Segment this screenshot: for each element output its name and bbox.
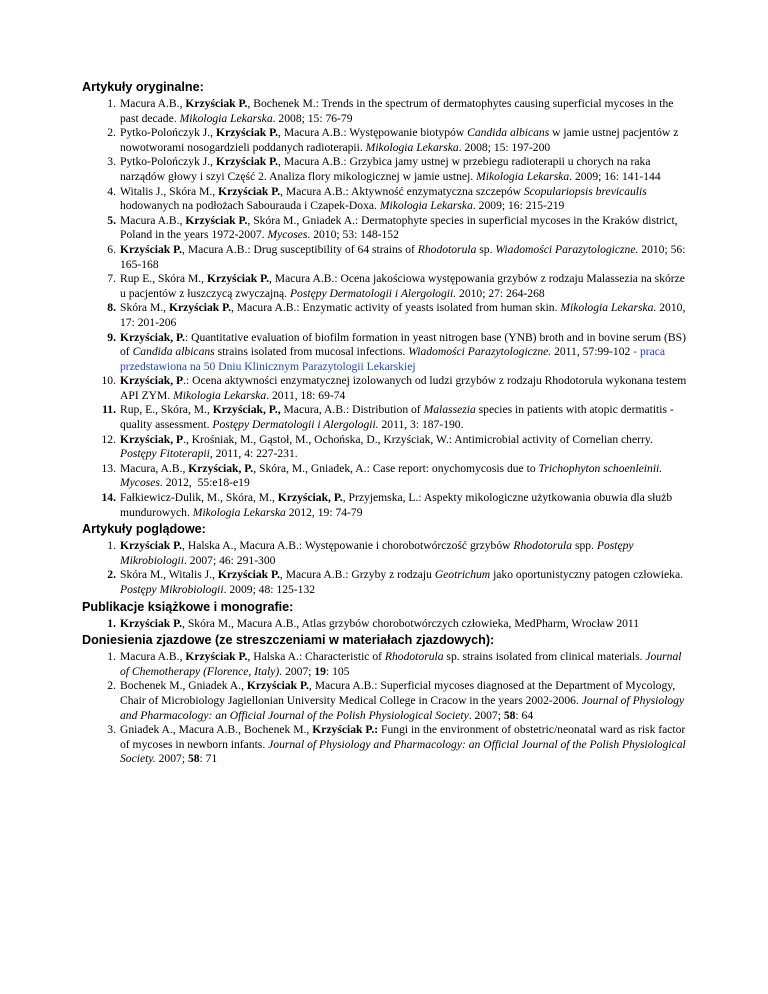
entry-text: Journal of Physiology and Pharmacology: an Official Journal of the Polish Physiological Society. <box>120 737 689 766</box>
entry-text: Journal of Chemotherapy (Florence, Italy) <box>120 650 685 678</box>
publication-entry <box>82 568 692 597</box>
entry-text: Pytko-Polończyk J., <box>120 126 216 140</box>
entry-number: 12. <box>101 432 116 446</box>
entry-number: 13. <box>101 461 116 475</box>
entry-text: Krzyściak P. <box>120 242 183 256</box>
entry-text: Mikologia Lekarska <box>179 111 273 125</box>
entry-text: Krzyściak P. <box>185 213 248 227</box>
entry-text: Krzyściak P. <box>120 616 183 630</box>
entry-text: 2012, 19: 74-79 <box>285 505 363 519</box>
entry-text: , Skóra, M., Gniadek, A.: Case report: onychomycosis due to <box>253 461 539 475</box>
entry-text: Krzyściak P. <box>185 650 248 664</box>
entry-text: Mikologia Lekarska <box>173 388 267 402</box>
entry-text: Rup E., Skóra M., <box>120 272 207 286</box>
entry-text: Postępy Mikrobiologii <box>120 583 224 596</box>
entry-text: : 105 <box>325 664 350 678</box>
entry-text: sp. <box>476 242 496 256</box>
entry-text: Pytko-Polończyk J., <box>120 155 216 169</box>
entry-text: Skóra M., <box>120 301 169 315</box>
entry-text: Rhodotorula <box>513 539 573 553</box>
section-heading: Artykuły poglądowe: <box>82 522 206 537</box>
entry-text: Geotrichum <box>434 568 491 582</box>
entry-number: 1. <box>107 539 116 553</box>
entry-text: Rhodotorula <box>384 650 444 664</box>
entry-text: 58 <box>503 708 516 722</box>
entry-text: : 64 <box>515 708 534 722</box>
section-heading: Publikacje książkowe i monografie: <box>82 599 294 614</box>
entry-text: Krzyściak, P. <box>120 330 185 344</box>
entry-text: . 2008; 15: 76-79 <box>272 111 353 125</box>
entry-text: Mikologia Lekarska <box>379 199 473 213</box>
entry-number: 1. <box>107 616 116 630</box>
publication-entry <box>82 433 692 462</box>
publication-list <box>82 80 692 769</box>
entry-text: , Macura A.B.: Aktywność enzymatyczna szczepów <box>280 184 524 198</box>
entry-text: jako oportunistyczny patogen człowieka. <box>490 568 686 582</box>
entry-text: Wiadomości Parazytologiczne. <box>408 345 552 359</box>
entry-text: Krzyściak P. <box>168 301 231 315</box>
publication-entry <box>82 462 692 491</box>
entry-text: Postępy Dermatologii i Alergologii. <box>212 418 379 432</box>
entry-text: . 2012, 55:e18-e19 <box>159 476 250 490</box>
entry-text: , Skóra M., Gniadek A.: Dermatophyte species in superficial mycoses in the Kraków district, Poland in the years 1972-2007. <box>120 213 681 242</box>
entry-text: 2010; 27: 264-268 <box>456 286 545 300</box>
publication-entry <box>82 301 692 330</box>
entry-text: Bochenek M., Gniadek A., <box>120 679 247 693</box>
publication-entry <box>82 650 692 679</box>
entry-text: Krzyściak P.: <box>312 723 379 737</box>
entry-text: w jamie ustnej pacjentów z nowotworami nosogardzieli poddanych radioterapii. <box>120 126 682 154</box>
entry-text: , Macura A.B.: Grzyby z rodzaju <box>279 568 435 582</box>
entry-text: Malassezia <box>423 403 476 417</box>
publication-entry <box>82 331 692 375</box>
entry-text: . 2009; 16: 215-219 <box>472 199 565 213</box>
entry-text: . 2010; 53: 148-152 <box>307 228 399 242</box>
entry-text: Krzyściak P. <box>120 539 183 553</box>
entry-text: , Przyjemska, L.: Aspekty mikologiczne użytkowania obuwia dla służb mundurowych. <box>120 491 676 519</box>
publication-entry <box>82 243 692 272</box>
entry-text: hodowanych na podłożach Sabourauda i Czapek-Doxa. <box>120 184 650 213</box>
entry-text: Postępy Dermatologii i Alergologii. <box>289 286 457 300</box>
entry-text: Macura A.B., <box>120 650 186 664</box>
entry-list <box>82 617 692 632</box>
entry-text: Krzyściak P. <box>185 97 248 110</box>
entry-text: . 2008; 15: 197-200 <box>458 140 551 154</box>
entry-text: Mycoses <box>267 228 308 242</box>
entry-text: sp. strains isolated from clinical materials. <box>443 650 646 664</box>
entry-number: 11. <box>102 403 116 417</box>
entry-text: Krzyściak, P., <box>212 403 281 417</box>
publication-entry <box>82 679 692 723</box>
entry-text: Trichophyton schoenleinii. Mycoses <box>120 461 666 490</box>
entry-text: : Quantitative evaluation of biofilm formation in yeast nitrogen base (YNB) broth and in bovine serum (BS) of <box>120 330 689 359</box>
entry-text: Fałkiewicz-Dulik, M., Skóra, M., <box>120 491 278 505</box>
entry-number: 10. <box>101 374 116 388</box>
entry-text: Krzyściak P. <box>215 155 279 169</box>
entry-text: 2010, 17: 201-206 <box>120 301 689 329</box>
entry-number: 6. <box>107 242 116 256</box>
entry-text: . 2007; 46: 291-300 <box>183 553 276 567</box>
entry-text: , Macura A.B.: Ocena jakościowa występowania grzybów z rodzaju Malassezia na skórze u pacjentów z łuszczycą zwyczajną. <box>120 272 688 300</box>
entry-text: 19 <box>314 664 326 678</box>
entry-text: species in patients with atopic dermatitis - quality assessment. <box>120 403 677 432</box>
entry-text: 2011, 3: 187-190. <box>378 418 464 432</box>
section-heading: Doniesienia zjazdowe (ze streszczeniami w materiałach zjazdowych): <box>82 633 495 648</box>
entry-text: Candida albicans <box>132 345 215 359</box>
entry-text: , Halska A., Macura A.B.: Występowanie i chorobotwórczość grzybów <box>182 539 514 553</box>
publication-entry <box>82 126 692 155</box>
entry-text: , Macura A.B.: Superficial mycoses diagnosed at the Department of Mycology, Chair of Microbiology Jagiellonian University Medical College in Cracow in the years 2002-2006. <box>120 679 679 707</box>
entry-text: Krzyściak P. <box>217 568 280 582</box>
entry-text: Krzyściak, P <box>120 374 184 388</box>
entry-text: : 71 <box>199 752 218 766</box>
entry-text: Rup, E., Skóra, M., <box>120 403 213 417</box>
entry-text: , Halska A.: Characteristic of <box>247 650 385 664</box>
entry-text: 2011, 57:99-102 <box>551 345 634 359</box>
entry-text: . 2007; <box>468 708 504 722</box>
entry-number: 5. <box>107 213 116 227</box>
entry-text: Krzyściak P. <box>215 126 279 140</box>
publication-entry <box>82 617 692 632</box>
entry-number: 1. <box>107 97 116 110</box>
entry-text: Macura, A.B.: Distribution of <box>280 403 424 417</box>
entry-list <box>82 650 692 767</box>
entry-text: , Macura A.B.: Drug susceptibility of 64 strains of <box>182 242 418 256</box>
publication-entry <box>82 723 692 767</box>
entry-number: 4. <box>107 184 116 198</box>
entry-text: , Macura A.B.: Grzybica jamy ustnej w przebiegu radioterapii u chorych na raka narządów głowy i szyi Część 2. Analiza flory mikologicznej w jamie ustnej. <box>120 155 654 183</box>
publication-entry <box>82 97 692 126</box>
entry-text: , Macura A.B.: Występowanie biotypów <box>278 126 468 140</box>
publication-entry <box>82 491 692 520</box>
entry-text: Krzyściak, P <box>120 432 184 446</box>
entry-text: 2007; <box>155 752 188 766</box>
publication-entry <box>82 539 692 568</box>
entry-text: 58 <box>187 752 200 766</box>
entry-list <box>82 97 692 520</box>
entry-number: 2. <box>107 679 116 693</box>
entry-text: ., Krośniak, M., Gąstoł, M., Ochońska, D., Krzyściak, W.: Antimicrobial activity of Cornelian cherry. <box>183 432 656 446</box>
entry-text: . 2007; <box>279 664 315 678</box>
entry-text: . 2009; 16: 141-144 <box>569 169 661 183</box>
entry-text: Macura, A.B., <box>120 461 189 475</box>
entry-number: 2. <box>107 126 116 140</box>
entry-text: Macura A.B., <box>120 97 186 110</box>
entry-number: 3. <box>107 155 116 169</box>
entry-text: Krzyściak P. <box>206 272 269 286</box>
entry-list <box>82 539 692 597</box>
section-heading: Artykuły oryginalne: <box>82 80 204 94</box>
entry-text: , Bochenek M.: Trends in the spectrum of dermatophytes causing superficial mycoses in the past decade. <box>120 97 677 125</box>
entry-text: Mikologia Lekarska. <box>560 301 657 315</box>
entry-number: 3. <box>107 723 116 737</box>
entry-text: . 2009; 48: 125-132 <box>223 583 316 596</box>
entry-text: strains isolated from mucosal infections. <box>214 345 409 359</box>
entry-text: Krzyściak, P. <box>277 491 343 505</box>
publication-entry <box>82 214 692 243</box>
entry-text: , 2011, 4: 227-231. <box>209 447 298 461</box>
entry-text: Wiadomości Parazytologiczne. <box>495 242 639 256</box>
entry-text: , Skóra M., Macura A.B., Atlas grzybów chorobotwórczych człowieka, MedPharm, Wrocław 2011 <box>182 616 640 630</box>
entry-number: 9. <box>107 330 116 344</box>
entry-note: - praca przedstawiona na 50 Dniu Klinicznym Parazytologii Lekarskiej <box>120 345 668 373</box>
entry-text: Macura A.B., <box>120 213 186 227</box>
entry-text: , Macura A.B.: Enzymatic activity of yeasts isolated from human skin. <box>231 301 561 315</box>
entry-text: Skóra M., Witalis J., <box>120 568 218 582</box>
entry-text: Candida albicans <box>467 126 550 140</box>
entry-text: Mikologia Lekarska <box>365 140 459 154</box>
publication-entry <box>82 374 692 403</box>
entry-text: Scopulariopsis brevicaulis <box>523 184 647 198</box>
publication-entry <box>82 155 692 184</box>
entry-text: Krzyściak P. <box>218 184 281 198</box>
entry-text: Gniadek A., Macura A.B., Bochenek M., <box>120 723 313 737</box>
entry-number: 14. <box>101 491 116 505</box>
entry-text: .: Ocena aktywności enzymatycznej izolowanych od ludzi grzybów z rodzaju Rhodotorula wykonana testem API ZYM. <box>120 374 689 402</box>
entry-number: 2. <box>107 568 116 582</box>
entry-number: 8. <box>107 301 116 315</box>
entry-text: Witalis J., Skóra M., <box>120 184 219 198</box>
entry-text: Fungi in the environment of obstetric/neonatal ward as risk factor of mycoses in newborn infants. <box>120 723 689 751</box>
entry-text: Postępy Mikrobiologii <box>120 539 637 567</box>
entry-number: 1. <box>107 650 116 664</box>
entry-text: spp. <box>572 539 597 553</box>
entry-text: . 2011, 18: 69-74 <box>266 388 346 402</box>
entry-text: Krzyściak P. <box>246 679 309 693</box>
entry-number: 7. <box>107 272 116 286</box>
entry-text: Rhodotorula <box>417 242 477 256</box>
entry-text: 2010; 56: 165-168 <box>120 242 689 271</box>
publication-entry <box>82 185 692 214</box>
publication-entry <box>82 403 692 432</box>
entry-text: Mikologia Lekarska <box>192 505 286 519</box>
publication-entry <box>82 272 692 301</box>
entry-text: Mikologia Lekarska <box>476 169 570 183</box>
entry-text: Journal of Physiology and Pharmacology: an Official Journal of the Polish Physiological Society <box>120 693 688 722</box>
entry-text: Postępy Fitoterapii <box>120 447 210 461</box>
entry-text: Krzyściak, P. <box>188 461 254 475</box>
